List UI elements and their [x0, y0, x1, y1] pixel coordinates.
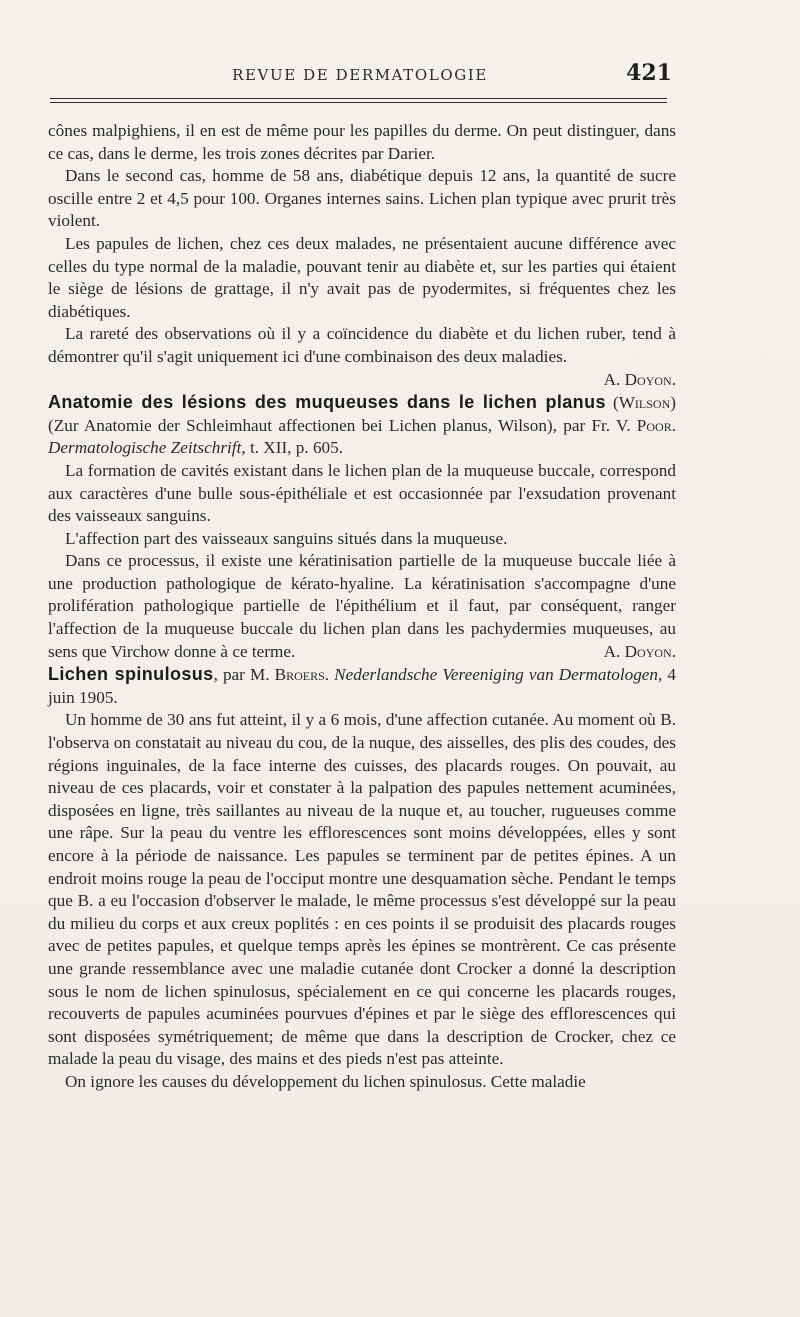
- conclusion-text: La rareté des observations où il y a coïncidence du diabète et du lichen ruber, tend à démontrer qu'il s'agit uniquement ici d'une combinaison des deux maladies.: [48, 324, 676, 366]
- paragraph-causes: On ignore les causes du développement du lichen spinulosus. Cette maladie: [65, 1071, 586, 1091]
- author-open: (: [605, 393, 619, 413]
- header-rule-top: [50, 98, 667, 99]
- page-number: 421: [626, 60, 672, 86]
- paragraph-papules: Les papules de lichen, chez ces deux malades, ne présentaient aucune différence avec celles du type normal de la maladie, pouvant tenir au diabète et, sur les parties qui étaient le siège de lésions de grattage, il n'y avait pas de pyodermites, si fréquentes chez les diabétiques.: [48, 233, 676, 321]
- paragraph-continuation: cônes malpighiens, il en est de même pour les papilles du derme. On peut distinguer, dans ce cas, dans le derme, les trois zones décrites par Darier.: [48, 121, 676, 163]
- article-title: Lichen spinulosus: [48, 664, 214, 685]
- article-heading: [48, 391, 676, 460]
- signature: A. Doyon.: [603, 369, 676, 389]
- journal-separator: .: [671, 415, 676, 435]
- article-citation: ) (Zur Anatomie der Schleimhaut affectionen bei Lichen planus, Wilson), par Fr. V.: [48, 393, 676, 435]
- paragraph-case-description: Un homme de 30 ans fut atteint, il y a 6 mois, d'une affection cutanée. Au moment où B. l'observa on constatait au niveau du cou, de la nuque, des aisselles, des plis des coudes, des régions inguinales, de la face interne des cuisses, des placards rouges. On pouvait, au niveau de ces placards, voir et constater à la palpation des papules nettement acuminées, disposées en ligne, très saillantes au niveau de la nuque et, au toucher, rugueuses comme une râpe. Sur la peau du ventre les efflorescences sont moins développées, elles y sont encore à la période de naissance. Les papules se terminent par de petites épines. A un endroit moins rouge la peau de l'occiput montre une desquamation sèche. Pendant le temps que B. a eu l'occasion d'observer le malade, le même processus s'est développé sur la peau du milieu du corps et aux creux poplités : en ces points il se produisit des placards rouges avec de petites papules, et quelque temps après les épines se montrèrent. Ce cas présente une grande ressemblance avec une maladie cutanée dont Crocker a donné la description sous le nom de lichen spinulosus, spécialement en ce qui concerne les placards rouges, recouverts de papules acuminées pourvues d'épines et par le siège des efflorescences qui sont disposées symétriquement; de même que dans la description de Crocker, chez ce malade la peau du visage, des mains et des pieds n'est pas atteinte.: [48, 710, 676, 1069]
- header-rule-bottom: [50, 102, 667, 103]
- article-byline: , par M.: [213, 665, 275, 685]
- signature: A. Doyon.: [603, 641, 676, 661]
- article-volume: t. XII, p. 605.: [245, 438, 344, 458]
- paragraph-second-case: Dans le second cas, homme de 58 ans, diabétique depuis 12 ans, la quantité de sucre oscille entre 2 et 4,5 pour 100. Organes internes sains. Lichen plan typique avec prurit très violent.: [48, 166, 676, 231]
- running-header: REVUE DE DERMATOLOGIE: [232, 66, 488, 84]
- paragraph-keratinisation: [48, 550, 676, 663]
- article-author: Wilson: [618, 393, 671, 413]
- article-heading: [48, 663, 676, 709]
- article-title: Anatomie des lésions des muqueuses dans le lichen planus: [48, 392, 606, 413]
- article-journal: Nederlandsche Vereeniging van Dermatologen,: [334, 665, 663, 685]
- keratinisation-text: Dans ce processus, il existe une kératinisation partielle de la muqueuse buccale liée à une production pathologique de kérato-hyaline. La kératinisation s'accompagne d'une prolifération pathologique partielle de l'épithélium et il faut, par conséquent, ranger l'affection de la muqueuse buccale du lichen plan dans les pachydermies muqueuses, au sens que Virchow donne à ce terme.: [48, 551, 676, 661]
- paragraph-conclusion: [48, 323, 676, 391]
- article-translator: Poor: [636, 415, 672, 435]
- journal-separator: .: [324, 665, 335, 685]
- paragraph-cavities: La formation de cavités existant dans le lichen plan de la muqueuse buccale, correspond aux caractères d'une bulle sous-épithéliale et est occasionnée par l'exsudation provenant des vaisseaux sanguins.: [48, 460, 676, 526]
- article-author: Broers: [274, 665, 325, 685]
- page-body: [48, 120, 676, 1094]
- article-date: 4 juin 1905.: [48, 665, 676, 707]
- paragraph-affection: L'affection part des vaisseaux sanguins situés dans la muqueuse.: [65, 528, 508, 548]
- article-journal: Dermatologische Zeitschrift,: [48, 438, 246, 458]
